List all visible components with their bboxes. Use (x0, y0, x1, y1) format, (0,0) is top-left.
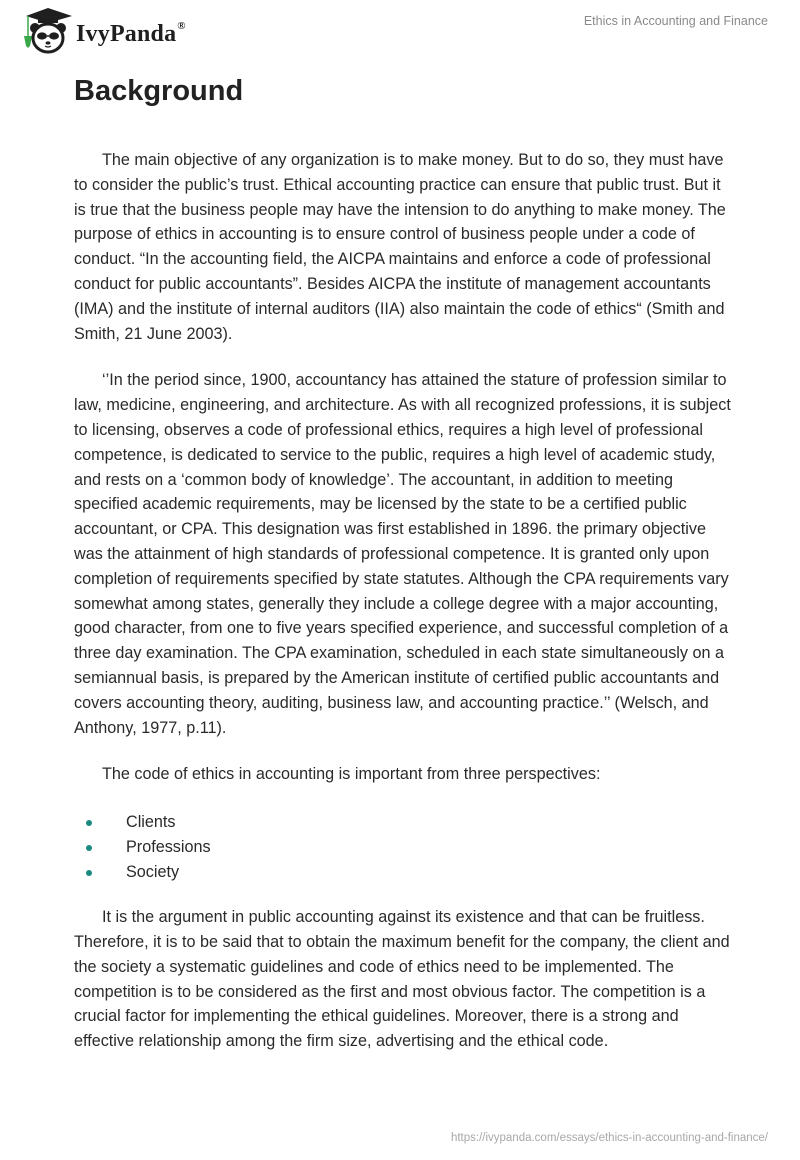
paragraph: It is the argument in public accounting against its existence and that can be fruitless. Therefore, it is to be said that to obtain the maximum benefit for the company, the client and the society a systematic guidelines and code of ethics need to be implemented. The competition is to be considered as the first and most obvious factor. The competition is a crucial factor for implementing the ethical guidelines. Moreover, there is a strong and effective relationship among the firm size, advertising and the ethical code. (74, 908, 730, 1051)
paragraph: ‘’In the period since, 1900, accountancy has attained the stature of profession similar to law, medicine, engineering, and architecture. As with all recognized professions, it is subject to licensing, observes a code of professional ethics, requires a high level of professional competence, is dedicated to service to the public, requires a high level of academic study, and rests on a ‘common body of knowledge’. The accountant, in addition to meeting specified academic requirements, may be licensed by the state to be a certified public accountant, or CPA. This designation was first established in 1896. the primary objective was the attainment of high standards of professional competence. It is granted only upon completion of requirements specified by state statutes. Although the CPA requirements vary somewhat among states, generally they include a college degree with a major accounting, good character, from one to five years specified experience, and successful completion of a three day examination. The CPA examination, scheduled in each state simultaneously on a semiannual basis, is prepared by the American institute of certified public accountants and covers accounting theory, auditing, business law, and accounting practice.’’ (Welsch, and Anthony, 1977, p.11). (74, 371, 731, 737)
bullet-dot-icon (86, 820, 92, 826)
perspectives-list (74, 810, 734, 885)
list-item: Society (74, 860, 734, 885)
list-item: Professions (74, 835, 734, 860)
panda-graduate-icon (18, 6, 74, 56)
page-header (0, 0, 800, 62)
document-title: Ethics in Accounting and Finance (583, 14, 768, 28)
article-content (74, 70, 734, 1054)
list-item: Clients (74, 810, 734, 835)
source-url[interactable]: https://ivypanda.com/essays/ethics-in-accounting-and-finance/ (450, 1132, 768, 1144)
bullet-dot-icon (86, 870, 92, 876)
paragraph: The code of ethics in accounting is important from three perspectives: (102, 765, 601, 784)
paragraph: The main objective of any organization is to make money. But to do so, they must have to consider the public’s trust. Ethical accounting practice can ensure that public trust. But it is true that the business people may have the intension to do anything to make money. The purpose of ethics in accounting is to ensure control of business people under a code of conduct. “In the accounting field, the AICPA maintains and enforce a code of professional conduct for public accountants”. Besides AICPA the institute of management accountants (IMA) and the institute of internal auditors (IIA) also maintain the code of ethics“ (Smith and Smith, 21 June 2003). (74, 151, 726, 343)
bullet-dot-icon (86, 845, 92, 851)
registered-mark: ® (177, 19, 186, 32)
logo-text: IvyPanda® (76, 19, 186, 47)
section-heading: Background (74, 75, 244, 107)
ivypanda-logo[interactable] (18, 6, 186, 56)
